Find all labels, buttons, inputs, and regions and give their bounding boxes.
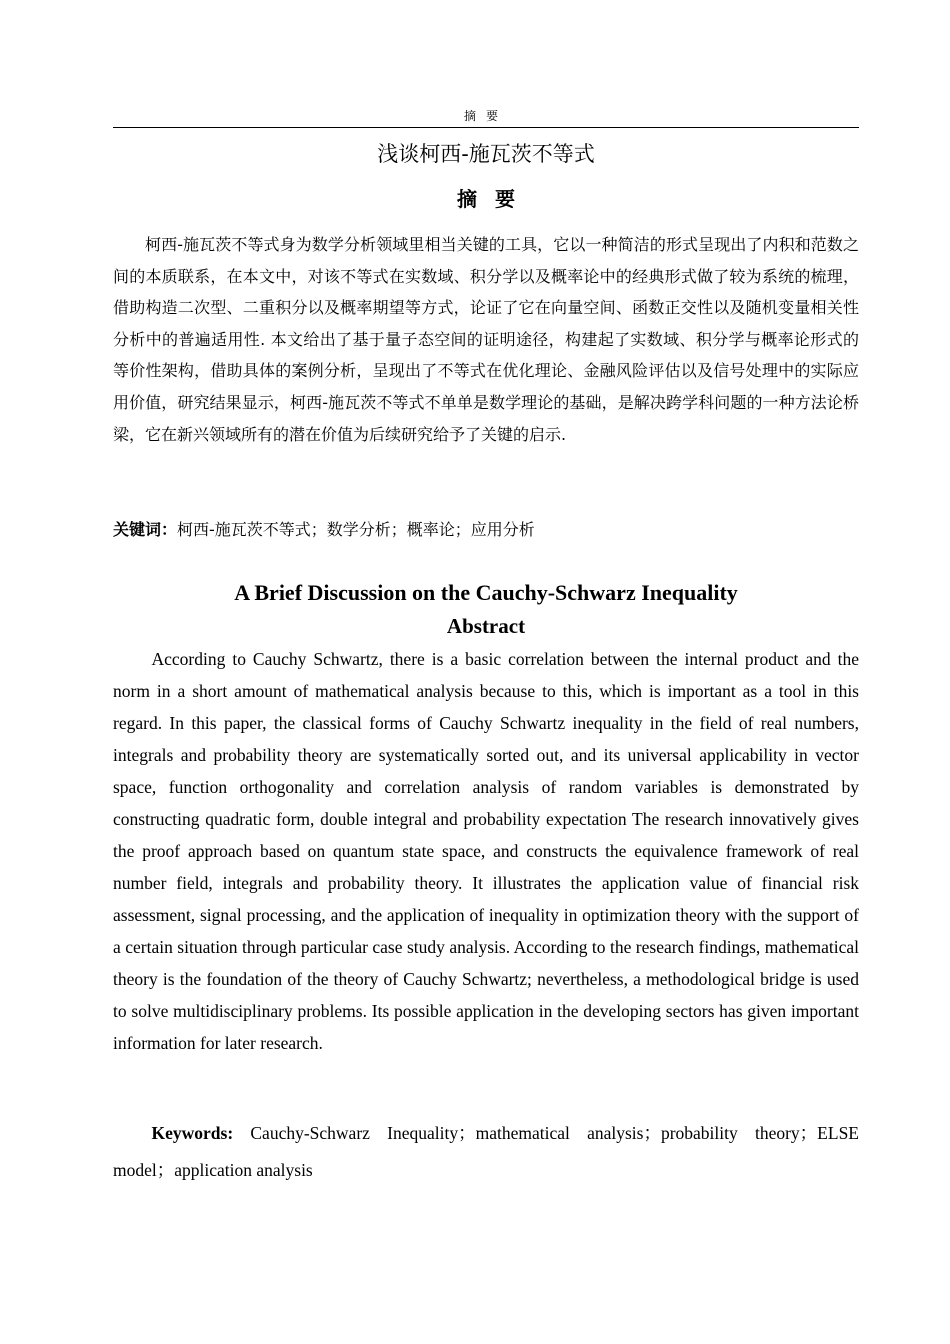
running-header: 摘要 <box>463 109 508 123</box>
english-abstract-heading: Abstract <box>446 614 526 638</box>
english-title: A Brief Discussion on the Cauchy-Schwarz Inequality <box>234 580 738 605</box>
english-abstract-body: According to Cauchy Schwartz, there is a basic correlation between the internal product and the norm in a short amount of mathematical analysis because to this, which is important as a tool in this regard. In this paper, the classical forms of Cauchy Schwartz inequality in the field of real numbers, integrals and probability theory are systematically sorted out, and its universal applicability in vector space, function orthogonality and correlation analysis of random variables is demonstrated by constructing quadratic form, double integral and probability expectation The research innovatively gives the proof approach based on quantum state space, and constructs the equivalence framework of real number field, integrals and probability theory. It illustrates the application value of financial risk assessment, signal processing, and the application of inequality in optimization theory with the support of a certain situation through particular case study analysis. According to the research findings, mathematical theory is the foundation of the theory of Cauchy Schwartz; nevertheless, a methodological bridge is used to solve multidisciplinary problems. Its possible application in the developing sectors has given important information for later research. <box>113 649 859 1053</box>
chinese-abstract-heading: 摘要 <box>457 187 533 211</box>
chinese-title: 浅谈柯西-施瓦茨不等式 <box>377 142 595 166</box>
chinese-abstract-body: 柯西-施瓦茨不等式身为数学分析领域里相当关键的工具，它以一种简洁的形式呈现出了内积和范数之间的本质联系，在本文中，对该不等式在实数域、积分学以及概率论中的经典形式做了较为系统的梳理，借助构造二次型、二重积分以及概率期望等方式，论证了它在向量空间、函数正交性以及随机变量相关性分析中的普遍适用性. 本文给出了基于量子态空间的证明途径，构建起了实数域、积分学与概率论形式的等价性架构，借助具体的案例分析，呈现出了不等式在优化理论、金融风险评估以及信号处理中的实际应用价值，研究结果显示，柯西-施瓦茨不等式不单单是数学理论的基础，是解决跨学科问题的一种方法论桥梁，它在新兴领域所有的潜在价值为后续研究给予了关键的启示. <box>113 235 859 444</box>
chinese-keywords <box>113 515 859 545</box>
english-keywords <box>113 1115 859 1189</box>
english-keywords-text: Cauchy-Schwarz Inequality；mathematical analysis；probability theory；ELSE model；application analysis <box>113 1123 859 1180</box>
chinese-keywords-label: 关键词： <box>113 520 178 539</box>
chinese-keywords-text: 柯西-施瓦茨不等式；数学分析；概率论；应用分析 <box>177 520 535 539</box>
english-keywords-label: Keywords: <box>151 1123 234 1143</box>
header-rule <box>113 127 859 128</box>
